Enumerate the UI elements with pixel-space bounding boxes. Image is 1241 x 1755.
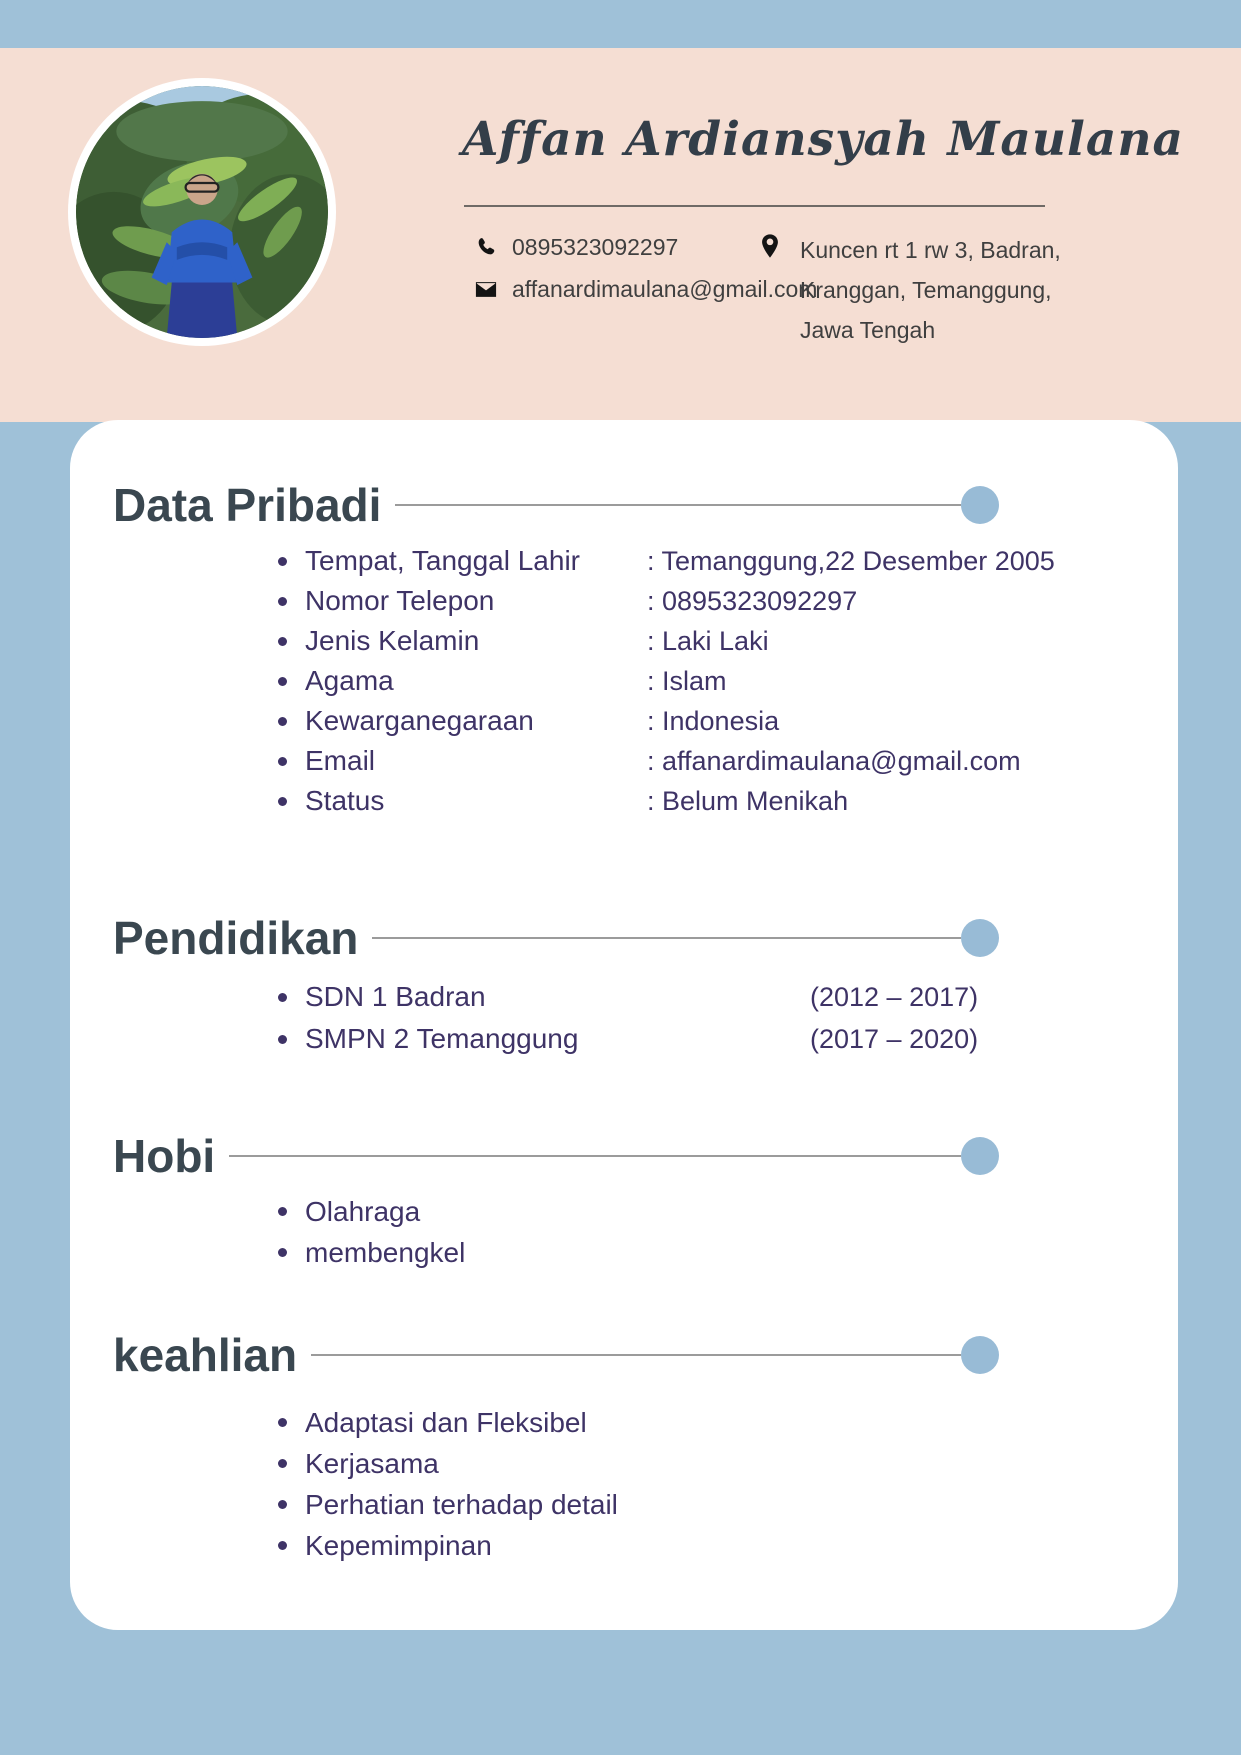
list-item (278, 781, 1098, 821)
phone-icon (474, 235, 498, 259)
profile-photo-illustration (76, 86, 328, 338)
name-underline (464, 205, 1045, 207)
list-item (278, 541, 1098, 581)
field-value: : Belum Menikah (647, 785, 849, 816)
bullet-icon (278, 1541, 287, 1550)
field-label: Agama (305, 665, 394, 696)
section-dot (961, 919, 999, 957)
bullet-icon (278, 637, 287, 646)
bullet-icon (278, 993, 287, 1002)
section-divider-line (372, 937, 961, 939)
field-label: Jenis Kelamin (305, 625, 480, 656)
section-header-keahlian (113, 1329, 999, 1381)
field-value: : Temanggung,22 Desember 2005 (647, 545, 1055, 576)
field-value: : Indonesia (647, 705, 780, 736)
list-item (278, 581, 1098, 621)
field-label: Email (305, 745, 376, 776)
school-name: SDN 1 Badran (305, 981, 486, 1012)
field-label: Kewarganegaraan (305, 705, 534, 736)
list-item (278, 1443, 1098, 1484)
bullet-icon (278, 1418, 287, 1427)
list-item (278, 1402, 1098, 1443)
field-label: Tempat, Tanggal Lahir (305, 545, 580, 576)
field-value: : affanardimaulana@gmail.com (647, 745, 1021, 776)
email-icon (474, 277, 498, 301)
section-title-hobi: Hobi (113, 1130, 216, 1182)
address (800, 230, 1061, 350)
bullet-icon (278, 1500, 287, 1509)
bullet-icon (278, 797, 287, 806)
bullet-icon (278, 1035, 287, 1044)
school-years: (2017 – 2020) (810, 1023, 979, 1054)
bullet-icon (278, 1207, 287, 1216)
bullet-icon (278, 1459, 287, 1468)
section-dot (961, 1137, 999, 1175)
field-label: Status (305, 785, 385, 816)
data-pribadi-list (278, 541, 1098, 821)
hobby-item: Olahraga (305, 1195, 421, 1227)
list-item (278, 1525, 1098, 1566)
list-item (278, 661, 1098, 701)
skill-item: Kerjasama (305, 1447, 439, 1479)
hobby-item: membengkel (305, 1236, 466, 1268)
person-name: Affan Ardiansyah Maulana (462, 112, 1184, 167)
list-item (278, 741, 1098, 781)
field-value: : Islam (647, 665, 727, 696)
phone-number: 0895323092297 (512, 233, 679, 260)
hobi-list (278, 1191, 1098, 1273)
avatar (68, 78, 336, 346)
list-item (278, 976, 1098, 1018)
section-header-data-pribadi (113, 479, 999, 531)
section-title-keahlian: keahlian (113, 1329, 298, 1381)
bullet-icon (278, 597, 287, 606)
location-icon (760, 233, 784, 261)
list-item (278, 701, 1098, 741)
bullet-icon (278, 757, 287, 766)
section-divider-line (229, 1155, 961, 1157)
skill-item: Kepemimpinan (305, 1529, 492, 1561)
bullet-icon (278, 677, 287, 686)
bullet-icon (278, 717, 287, 726)
list-item (278, 1018, 1098, 1060)
skill-item: Adaptasi dan Fleksibel (305, 1406, 587, 1438)
section-divider-line (311, 1354, 961, 1356)
pendidikan-list (278, 976, 1098, 1060)
school-years: (2012 – 2017) (810, 981, 979, 1012)
section-title-pendidikan: Pendidikan (113, 912, 359, 964)
section-header-hobi (113, 1130, 999, 1182)
list-item (278, 1232, 1098, 1273)
field-value: : 0895323092297 (647, 585, 858, 616)
section-divider-line (395, 504, 961, 506)
section-header-pendidikan (113, 912, 999, 964)
field-value: : Laki Laki (647, 625, 769, 656)
section-dot (961, 1336, 999, 1374)
address-line-3: Jawa Tengah (800, 317, 936, 343)
section-dot (961, 486, 999, 524)
field-label: Nomor Telepon (305, 585, 495, 616)
list-item (278, 621, 1098, 661)
bullet-icon (278, 1248, 287, 1257)
list-item (278, 1484, 1098, 1525)
section-title-data-pribadi: Data Pribadi (113, 479, 382, 531)
list-item (278, 1191, 1098, 1232)
address-line-1: Kuncen rt 1 rw 3, Badran, (800, 237, 1061, 263)
skill-item: Perhatian terhadap detail (305, 1488, 618, 1520)
school-name: SMPN 2 Temanggung (305, 1023, 579, 1054)
keahlian-list (278, 1402, 1098, 1566)
address-line-2: Kranggan, Temanggung, (800, 277, 1052, 303)
bullet-icon (278, 557, 287, 566)
email-address: affanardimaulana@gmail.com (512, 275, 818, 302)
contact-block-right (760, 230, 1061, 350)
